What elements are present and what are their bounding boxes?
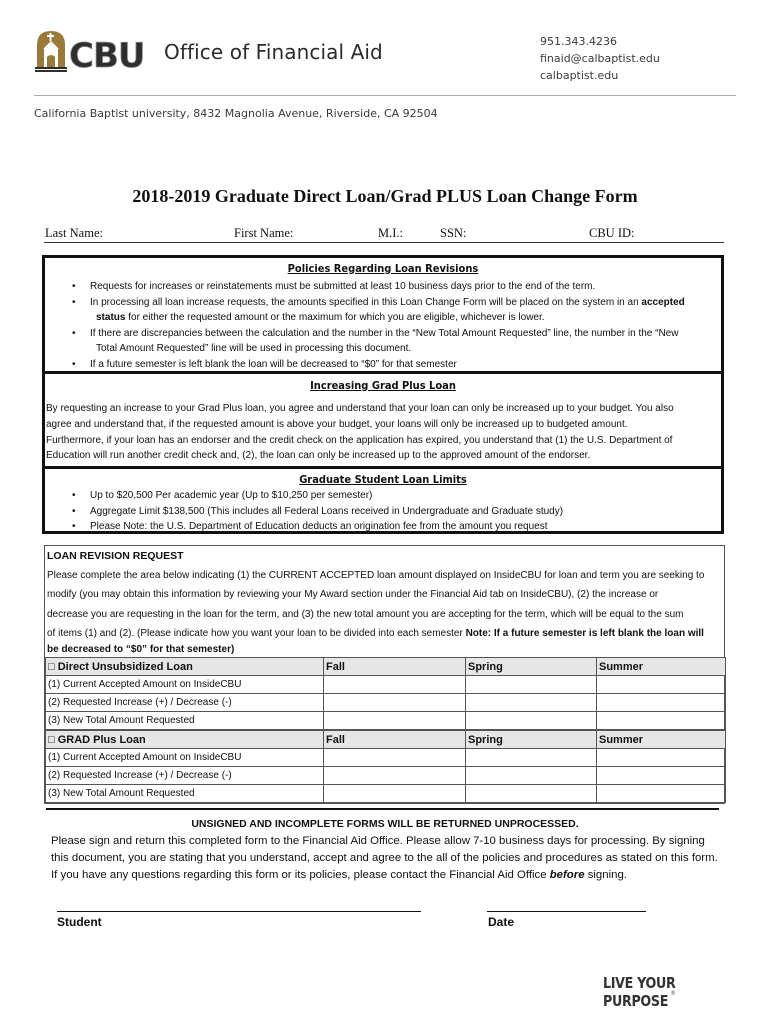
first-name-field[interactable]: First Name: <box>234 226 294 240</box>
spring-input[interactable] <box>466 785 597 803</box>
tagline: LIVE YOUR PURPOSE ® <box>603 974 676 1010</box>
table-row <box>46 694 726 712</box>
row-label: (2) Requested Increase (+) / Decrease (-) <box>46 767 324 785</box>
fall-input[interactable] <box>324 712 466 730</box>
registered-mark: ® <box>670 990 676 997</box>
table-row <box>46 785 726 803</box>
policy-item: • In processing all loan increase requests, the amounts specified in this Loan Change Form will be placed on the system in an accepted status for either the requested amount or the maximum for which you are eligible, whichever is lower. <box>90 295 721 326</box>
student-label: Student <box>57 915 102 929</box>
section-divider <box>46 808 719 810</box>
grad-plus-section <box>42 371 724 469</box>
cbu-logo <box>35 29 153 73</box>
table-row <box>46 712 726 730</box>
loan-limits-section <box>42 466 724 534</box>
policies-title: Policies Regarding Loan Revisions <box>287 262 479 275</box>
address: California Baptist university, 8432 Magnolia Avenue, Riverside, CA 92504 <box>34 107 438 120</box>
spring-input[interactable] <box>466 676 597 694</box>
last-name-field[interactable]: Last Name: <box>45 226 103 240</box>
loan-revision-title: LOAN REVISION REQUEST <box>47 550 184 562</box>
date-label: Date <box>488 915 515 929</box>
grad-plus-table <box>45 730 726 803</box>
contact-info <box>540 33 660 84</box>
row-label: (3) New Total Amount Requested <box>46 712 324 730</box>
grad-plus-checkbox[interactable]: □ <box>48 733 55 746</box>
student-signature-line[interactable] <box>57 911 421 912</box>
unsigned-warning: UNSIGNED AND INCOMPLETE FORMS WILL BE RETURNED UNPROCESSED. <box>191 818 579 830</box>
form-title: 2018-2019 Graduate Direct Loan/Grad PLUS Loan Change Form <box>132 186 638 206</box>
direct-unsub-checkbox[interactable]: □ <box>48 660 55 673</box>
date-signature-line[interactable] <box>487 911 646 912</box>
fall-input[interactable] <box>324 676 466 694</box>
row-label: (3) New Total Amount Requested <box>46 785 324 803</box>
fall-input[interactable] <box>324 694 466 712</box>
ssn-field[interactable]: SSN: <box>440 226 467 240</box>
grad-plus-title: Increasing Grad Plus Loan <box>310 379 456 392</box>
summer-input[interactable] <box>597 694 726 712</box>
col-spring: Spring <box>466 731 597 749</box>
spring-input[interactable] <box>466 694 597 712</box>
website-link[interactable]: calbaptist.edu <box>540 69 619 82</box>
fall-input[interactable] <box>324 749 466 767</box>
svg-text:CBU: CBU <box>69 36 145 73</box>
summer-input[interactable] <box>597 712 726 730</box>
loan-revision-section <box>44 545 725 804</box>
limit-item: • Please Note: the U.S. Department of Education deducts an origination fee from the amount you request <box>90 519 721 534</box>
policy-item: • If a future semester is left blank the loan will be decreased to “$0” for that semester <box>90 357 721 373</box>
policies-section <box>42 255 724 374</box>
chapel-icon <box>35 29 153 73</box>
phone-number[interactable]: 951.343.4236 <box>540 35 617 48</box>
summer-input[interactable] <box>597 767 726 785</box>
summer-input[interactable] <box>597 676 726 694</box>
spring-input[interactable] <box>466 767 597 785</box>
col-summer: Summer <box>597 731 726 749</box>
header-divider <box>34 95 736 96</box>
grad-plus-label: GRAD Plus Loan <box>57 733 146 746</box>
table-row <box>46 676 726 694</box>
direct-unsub-label: Direct Unsubsidized Loan <box>57 660 193 673</box>
table-row <box>46 767 726 785</box>
student-info-line <box>44 226 724 243</box>
row-label: (1) Current Accepted Amount on InsideCBU <box>46 676 324 694</box>
mi-field[interactable]: M.I.: <box>378 226 403 240</box>
spring-input[interactable] <box>466 749 597 767</box>
direct-unsubsidized-table <box>45 657 726 730</box>
row-label: (2) Requested Increase (+) / Decrease (-) <box>46 694 324 712</box>
summer-input[interactable] <box>597 785 726 803</box>
policy-item: • Requests for increases or reinstatements must be submitted at least 10 business days prior to the end of the term. <box>90 279 721 295</box>
policy-item: • If there are discrepancies between the calculation and the number in the “New Total Amount Requested” line, the number in the “New Total Amount Requested” line will be used in processing this document. <box>90 326 721 357</box>
signing-instructions: Please sign and return this completed form to the Financial Aid Office. Please allow 7-10 business days for processing. By signing this document, you are stating that you understand, accept and agree to the all of the policies and procedures as stated on this form. If you have any questions regarding this form or its policies, please contact the Financial Aid Office before signing. <box>51 835 718 881</box>
summer-input[interactable] <box>597 749 726 767</box>
spring-input[interactable] <box>466 712 597 730</box>
loan-limits-title: Graduate Student Loan Limits <box>299 473 467 486</box>
col-fall: Fall <box>324 731 466 749</box>
loan-revision-instructions: Please complete the area below indicating (1) the CURRENT ACCEPTED loan amount displayed on InsideCBU for loan and term you are seeking to modify (you may obtain this information by reviewing your My Award section under the Financial Aid tab on InsideCBU), (2) the increase or decrease you are requesting in the loan for the term, and (3) the new total amount you are accepting for the term, which will be equal to the sum of items (1) and (2). (Please indicate how you want your loan to be divided into each semester Note: If a future semester is left blank the loan will be decreased to “$0” for that semester) <box>47 570 705 656</box>
loan-limits-list <box>45 488 721 534</box>
table-row <box>46 749 726 767</box>
fall-input[interactable] <box>324 767 466 785</box>
office-title: Office of Financial Aid <box>164 40 383 64</box>
limit-item: • Aggregate Limit $138,500 (This includes all Federal Loans received in Undergraduate and Graduate study) <box>90 504 721 520</box>
limit-item: • Up to $20,500 Per academic year (Up to $10,250 per semester) <box>90 488 721 504</box>
fall-input[interactable] <box>324 785 466 803</box>
policies-list <box>45 279 721 372</box>
grad-plus-text: By requesting an increase to your Grad Plus loan, you agree and understand that your loan can only be increased up to your budget. You also agree and understand that, if the requested amount is above your budget, your loans will only be increased up to budgeted amount. Furthermore, if your loan has an endorser and the credit check on the application has expired, you understand that (1) the U.S. Department of Education will run another credit check and, (2), the loan can only be increased up to the approved amount of the endorser. <box>46 403 674 462</box>
cbu-id-field[interactable]: CBU ID: <box>589 226 635 240</box>
col-fall: Fall <box>324 658 466 676</box>
col-summer: Summer <box>597 658 726 676</box>
col-spring: Spring <box>466 658 597 676</box>
row-label: (1) Current Accepted Amount on InsideCBU <box>46 749 324 767</box>
email-link[interactable]: finaid@calbaptist.edu <box>540 52 660 65</box>
